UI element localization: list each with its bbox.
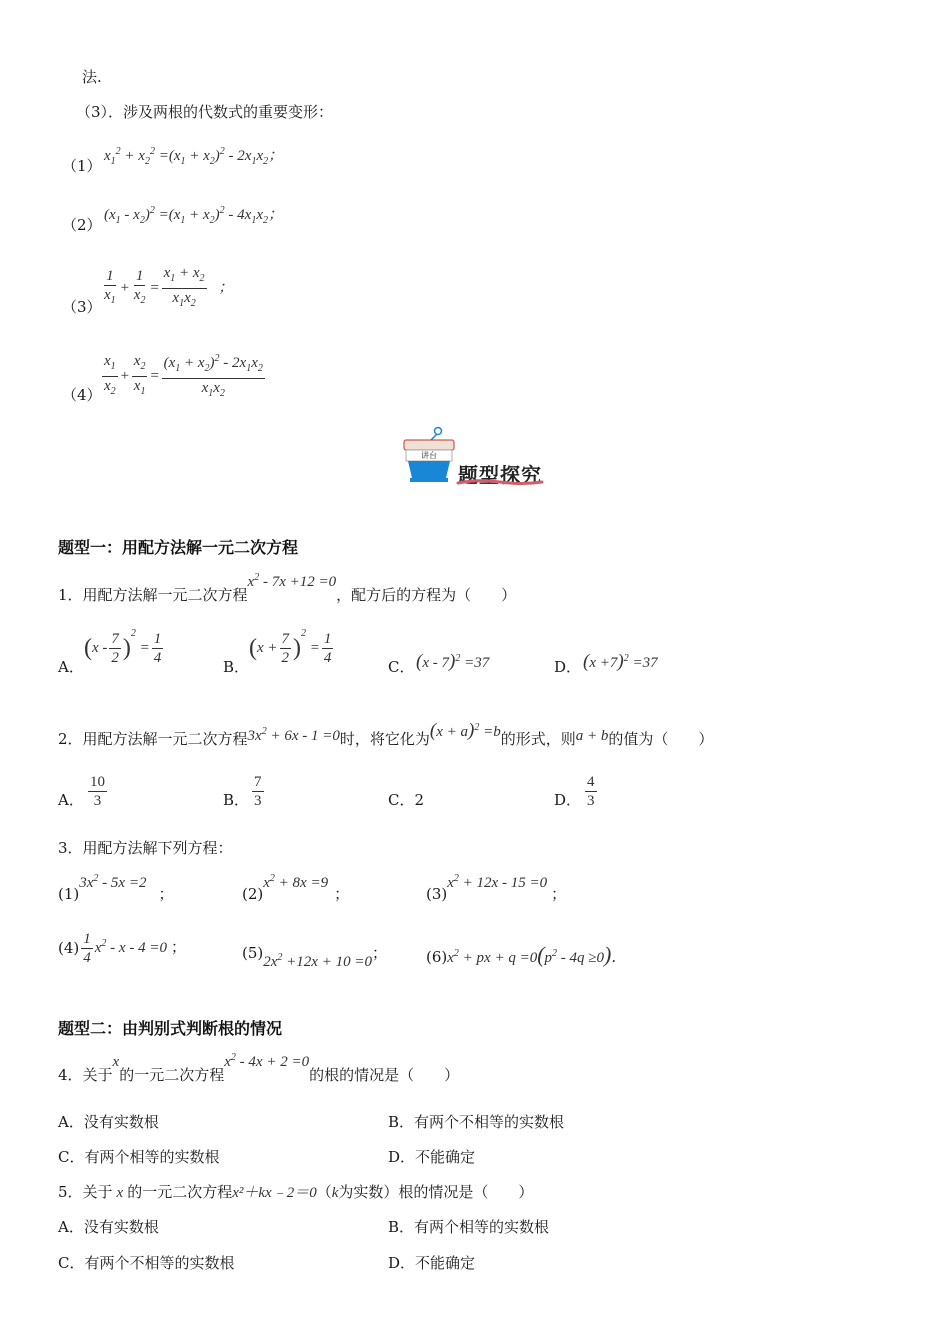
q4-option-a[interactable]: A．没有实数根 bbox=[58, 1113, 159, 1131]
identity-2-label: （2） bbox=[62, 216, 102, 234]
q3-stem: 3．用配方法解下列方程： bbox=[58, 839, 233, 857]
identity-3-formula: $\frac{1}{x_1}$ + $\frac{1}{x_2}$ = $\frac{x_1 + x_2}{x_1x_2}$ ； bbox=[104, 265, 234, 309]
banner-underline bbox=[456, 478, 544, 486]
q1-option-d-label[interactable]: D． bbox=[554, 658, 582, 676]
q4-stem: 4．关于x的一元二次方程$x^2 - 4x + 2 =0$的根的情况是（ ） bbox=[58, 1052, 460, 1084]
q2-option-a-label[interactable]: A． bbox=[58, 791, 84, 809]
q3-item-5: $(5)2x^2 +12x + 10 =0$； bbox=[242, 944, 387, 970]
q2-option-d[interactable]: $\frac{4}{3}$ bbox=[587, 774, 595, 809]
identity-4-formula: $\frac{x_1}{x_2}$ + $\frac{x_2}{x_1}$ = $\frac{(x_1 + x_2)^2 - 2x_1x_2}{x_1x_2}$ bbox=[100, 350, 267, 403]
section1-title: 题型一：用配方法解一元二次方程 bbox=[58, 538, 299, 557]
intro-text-line2: （3）．涉及两根的代数式的重要变形： bbox=[76, 103, 334, 121]
q4-option-b[interactable]: B．有两个不相等的实数根 bbox=[388, 1113, 565, 1131]
q1-option-a-label[interactable]: A． bbox=[58, 658, 84, 676]
identity-2-formula: $(x_1 - x_2)^2 =(x_1 + x_2)^2 - 4x_1x_2$； bbox=[104, 205, 284, 226]
q5-option-b[interactable]: B．有两个相等的实数根 bbox=[388, 1218, 550, 1236]
section2-title: 题型二：由判别式判断根的情况 bbox=[58, 1019, 283, 1038]
banner-title: 题型探究 bbox=[458, 463, 542, 487]
q2-option-c[interactable]: C．2 bbox=[388, 791, 425, 809]
q3-item-4: (4) $\frac{1}{4}$ $x^2 - x - 4 =0$ ； bbox=[58, 931, 186, 966]
q1-stem: 1．用配方法解一元二次方程$x^2 - 7x +12 =0$，配方后的方程为（ ） bbox=[58, 572, 517, 604]
banner-badge: 讲台 bbox=[421, 451, 437, 460]
q3-item-1: $(1)3x^2 - 5x =2$； bbox=[58, 873, 174, 903]
section-banner bbox=[400, 426, 550, 488]
q5-stem: 5．关于 x 的一元二次方程x²＋kx﹣2＝0（k为实数）根的情况是（ ） bbox=[58, 1183, 534, 1201]
q1-option-c[interactable]: (x - 7)$^2$ =37 bbox=[416, 651, 490, 672]
identity-1-formula: $x_1^2 + x_2^2 =(x_1 + x_2)^2 - 2x_1x_2$； bbox=[104, 146, 284, 167]
q4-option-c[interactable]: C．有两个相等的实数根 bbox=[58, 1148, 220, 1166]
identity-4-label: （4） bbox=[62, 386, 102, 404]
q1-option-b-label[interactable]: B． bbox=[223, 658, 250, 676]
q5-option-c[interactable]: C．有两个不相等的实数根 bbox=[58, 1254, 235, 1272]
identity-3-label: （3） bbox=[62, 298, 102, 316]
q3-item-6: $(6)x^2$ + px + $q =0(p^2 - 4q \ge 0)$. bbox=[426, 942, 617, 967]
q2-option-b[interactable]: $\frac{7}{3}$ bbox=[254, 774, 262, 809]
q5-option-a[interactable]: A．没有实数根 bbox=[58, 1218, 159, 1236]
q1-option-c-label[interactable]: C． bbox=[388, 658, 415, 676]
q2-option-d-label[interactable]: D． bbox=[554, 791, 582, 809]
q3-item-2: $(2)x^2 + 8x =9$； bbox=[242, 873, 350, 903]
intro-text-line1: 法. bbox=[82, 68, 102, 86]
q2-option-a[interactable]: $\frac{10}{3}$ bbox=[90, 774, 105, 809]
q5-option-d[interactable]: D．不能确定 bbox=[388, 1254, 476, 1272]
q3-item-3: $(3)x^2 + 12x - 15 =0$； bbox=[426, 873, 567, 903]
identity-1-label: （1） bbox=[62, 157, 102, 175]
q2-stem: 2．用配方法解一元二次方程$3x^2 + 6x - 1 =0$时，将它化为$(x + a)^2 =b$的形式，则a + b的值为（ ） bbox=[58, 720, 714, 748]
q2-option-b-label[interactable]: B． bbox=[223, 791, 250, 809]
q1-option-d[interactable]: $(x +7)^2 =37$ bbox=[583, 651, 658, 672]
q4-option-d[interactable]: D．不能确定 bbox=[388, 1148, 476, 1166]
q1-option-a[interactable]: (x - $\frac{7}{2}$ )$^2$ = $\frac{1}{4}$ bbox=[84, 627, 162, 666]
q1-option-b[interactable]: (x + $\frac{7}{2}$ )$^2$ = $\frac{1}{4}$ bbox=[249, 627, 332, 666]
